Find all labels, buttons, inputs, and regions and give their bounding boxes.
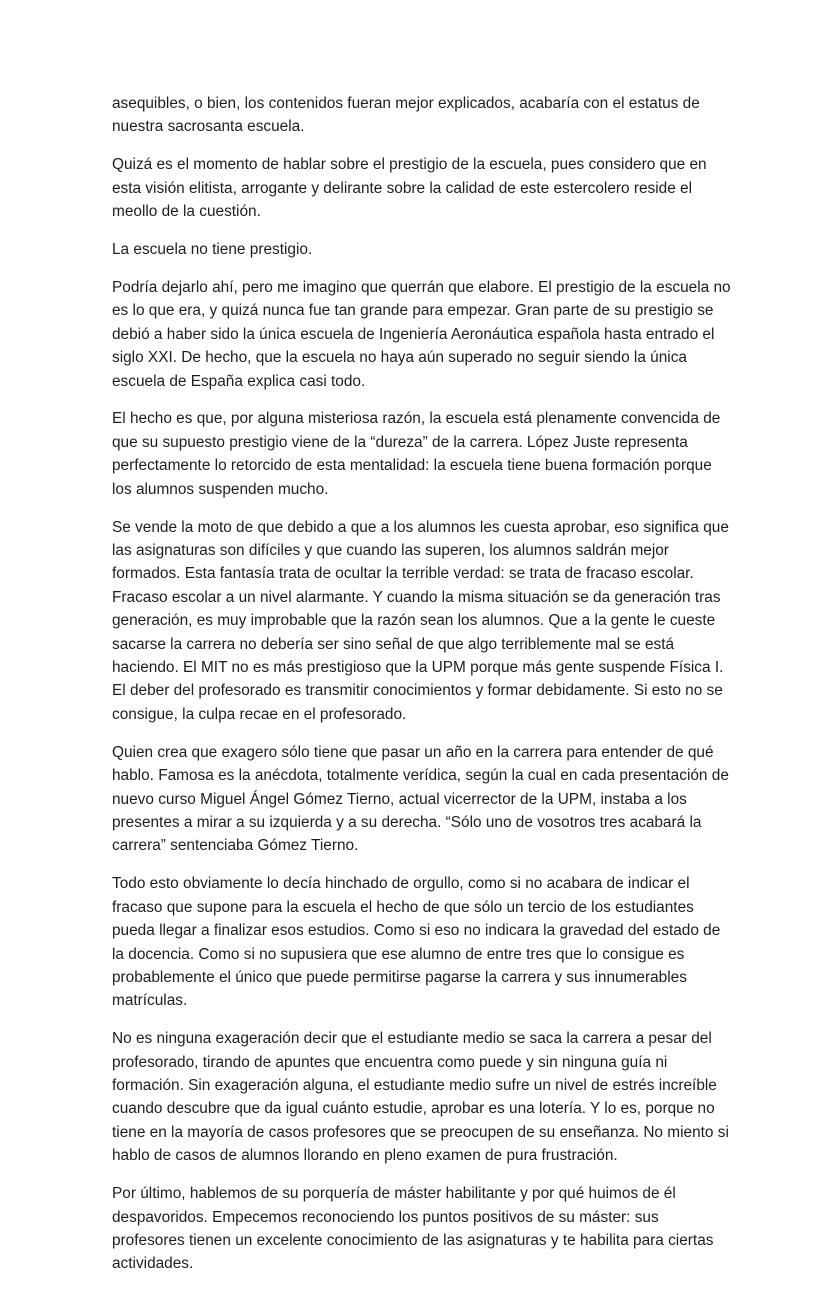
paragraph-anecdote: Quien crea que exagero sólo tiene que pasar un año en la carrera para entender de qué hablo. Famosa es la anécdota, totalmente verídica, según la cual en cada presentación de nuevo curso Miguel Ángel Gómez Tierno, actual vicerrector de la UPM, instaba a los presentes a mirar a su izquierda y a su derecha. “Sólo uno de vosotros tres acabará la carrera” sentenciaba Gómez Tierno. — [112, 743, 729, 855]
document-page — [112, 92, 732, 1290]
paragraph-master: Por último, hablemos de su porquería de máster habilitante y por qué huimos de él despavoridos. Empecemos reconociendo los puntos positivos de su máster: sus profesores tienen un excelente conocimiento de las asignaturas y te habilita para ciertas actividades. — [112, 1185, 714, 1273]
paragraph-average-student: No es ninguna exageración decir que el estudiante medio se saca la carrera a pesar del profesorado, tirando de apuntes que encuentra como puede y sin ninguna guía ni formación. Sin exageración alguna, el estudiante medio sufre un nivel de estrés increíble cuando descubre que da igual cuánto estudie, aprobar es una lotería. Y lo es, porque no tiene en la mayoría de casos profesores que se preocupen de su enseñanza. No miento si hablo de casos de alumnos llorando en pleno examen de pura frustración. — [112, 1030, 729, 1165]
paragraph-elaborate: Podría dejarlo ahí, pero me imagino que querrán que elabore. El prestigio de la escuela no es lo que era, y quizá nunca fue tan grande para empezar. Gran parte de su prestigio se debió a haber sido la única escuela de Ingeniería Aeronáutica española hasta entrado el siglo XXI. De hecho, que la escuela no haya aún superado no seguir siendo la única escuela de España explica casi todo. — [112, 278, 731, 390]
paragraph-school-failure: Se vende la moto de que debido a que a los alumnos les cuesta aprobar, eso significa que las asignaturas son difíciles y que cuando las superen, los alumnos saldrán mejor formados. Esta fantasía trata de ocultar la terrible verdad: se trata de fracaso escolar. Fracaso escolar a un nivel alarmante. Y cuando la misma situación se da generación tras generación, es muy improbable que la razón sean los alumnos. Que a la gente le cueste sacarse la carrera no debería ser sino señal de que algo terriblemente mal se está haciendo. El MIT no es más prestigioso que la UPM porque más gente suspende Física I. El deber del profesorado es transmitir conocimientos y formar debidamente. Si esto no se consigue, la culpa recae en el profesorado. — [112, 518, 729, 723]
paragraph-no-prestige: La escuela no tiene prestigio. — [112, 241, 313, 259]
paragraph-pride: Todo esto obviamente lo decía hinchado de orgullo, como si no acabara de indicar el fracaso que supone para la escuela el hecho de que sólo un tercio de los estudiantes pueda llegar a finalizar esos estudios. Como si eso no indicara la gravedad del estado de la docencia. Como si no supusiera que ese alumno de entre tres que lo consigue es probablemente el único que puede permitirse pagarse la carrera y sus innumerables matrículas. — [112, 875, 721, 1010]
paragraph-hardness: El hecho es que, por alguna misteriosa razón, la escuela está plenamente convencida de que su supuesto prestigio viene de la “dureza” de la carrera. López Juste representa perfectamente lo retorcido de esta mentalidad: la escuela tiene buena formación porque los alumnos suspenden mucho. — [112, 410, 721, 498]
paragraph-prestige-intro: Quizá es el momento de hablar sobre el prestigio de la escuela, pues considero que en esta visión elitista, arrogante y delirante sobre la calidad de este estercolero reside el meollo de la cuestión. — [112, 156, 707, 221]
paragraph-continuation: asequibles, o bien, los contenidos fueran mejor explicados, acabaría con el estatus de nuestra sacrosanta escuela. — [112, 95, 700, 136]
